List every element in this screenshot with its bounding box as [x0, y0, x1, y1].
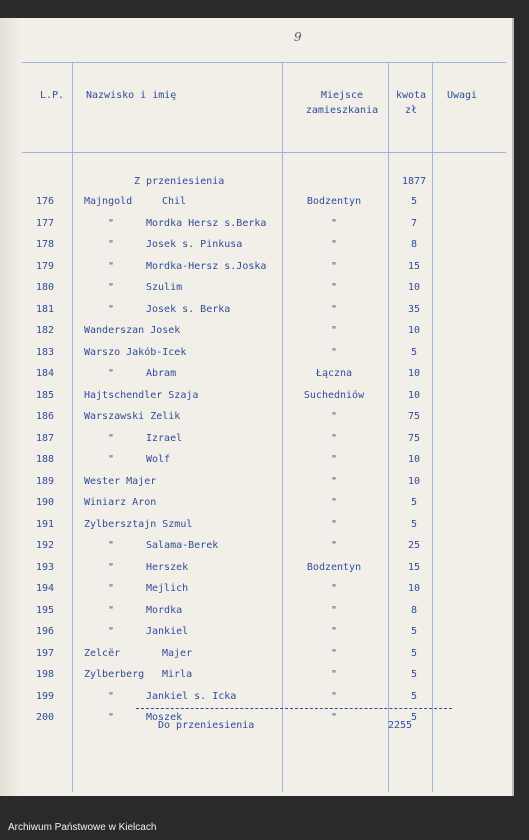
entry-amount: 10 [407, 475, 421, 487]
header-amount: kwota zł [395, 90, 427, 116]
entry-surname: " [108, 368, 115, 379]
entry-residence: " [330, 432, 338, 444]
entry-number: 197 [36, 647, 55, 659]
table-row [0, 347, 512, 365]
entry-amount: 15 [407, 561, 421, 573]
entry-residence: " [330, 260, 338, 272]
entry-residence: " [330, 475, 338, 487]
table-row [0, 562, 512, 580]
entry-given-name: Wolf [146, 454, 171, 465]
table-row [0, 390, 512, 408]
table-row [0, 304, 512, 322]
entry-amount: 7 [410, 217, 418, 229]
entry-number: 180 [36, 282, 55, 293]
entry-number: 188 [36, 454, 55, 465]
entry-amount: 10 [407, 389, 421, 401]
entry-number: 196 [36, 626, 55, 637]
entry-residence: " [330, 518, 338, 530]
entry-number: 189 [36, 475, 55, 487]
entry-surname: Winiarz Aron [84, 497, 157, 508]
document-page [0, 18, 512, 796]
entry-given-name: Majer [162, 647, 193, 659]
entry-surname: " [108, 239, 115, 250]
entry-residence: " [330, 217, 338, 229]
entry-residence: Suchedniów [303, 389, 365, 401]
carried-forward-amount: 1877 [401, 176, 427, 187]
table-row [0, 433, 512, 451]
entry-amount: 5 [410, 647, 418, 659]
entry-number: 187 [36, 432, 55, 444]
entry-number: 181 [36, 303, 55, 315]
entry-surname: " [108, 712, 115, 723]
table-row [0, 282, 512, 300]
entry-number: 185 [36, 389, 55, 401]
entry-number: 194 [36, 583, 55, 594]
entry-number: 198 [36, 669, 55, 680]
total-separator [136, 708, 452, 709]
entry-amount: 10 [407, 368, 421, 379]
entry-number: 193 [36, 561, 55, 573]
entry-given-name: Izrael [146, 432, 183, 444]
header-remarks: Uwagi [446, 90, 478, 101]
entry-surname: " [108, 282, 115, 293]
table-row [0, 411, 512, 429]
entry-amount: 5 [410, 712, 418, 723]
table-row [0, 712, 512, 730]
entry-amount: 5 [410, 196, 418, 207]
entry-residence: " [330, 454, 338, 465]
table-row [0, 218, 512, 236]
table-header-rule [22, 152, 506, 153]
entry-residence: " [330, 239, 338, 250]
entry-residence: " [330, 346, 338, 358]
entry-amount: 10 [407, 583, 421, 594]
entry-amount: 8 [410, 239, 418, 250]
entry-amount: 5 [410, 669, 418, 680]
entry-number: 183 [36, 346, 55, 358]
entry-surname: Hajtschendler Szaja [84, 389, 199, 401]
table-row [0, 325, 512, 343]
entry-surname: " [108, 303, 115, 315]
table-row [0, 583, 512, 601]
entry-given-name: Mordka Hersz s.Berka [146, 217, 267, 229]
entry-amount: 75 [407, 432, 421, 444]
entry-given-name: Mejlich [146, 583, 189, 594]
entry-amount: 10 [407, 282, 421, 293]
entry-surname: " [108, 454, 115, 465]
header-name: Nazwisko i imię [86, 90, 177, 101]
entry-given-name: Herszek [146, 561, 189, 573]
entry-residence: Łączna [315, 368, 353, 379]
table-row [0, 476, 512, 494]
entry-number: 176 [36, 196, 55, 207]
entry-residence: " [330, 690, 338, 702]
entry-number: 191 [36, 518, 55, 530]
entry-given-name: Salama-Berek [146, 540, 219, 551]
entry-given-name: Abram [146, 368, 177, 379]
table-row [0, 605, 512, 623]
carry-over-amount: 2255 [388, 720, 413, 731]
entry-number: 182 [36, 325, 55, 336]
entry-surname: " [108, 690, 115, 702]
entry-residence: " [330, 604, 338, 616]
entry-surname: Zylberberg [84, 669, 145, 680]
entry-given-name: Szulim [146, 282, 183, 293]
page-number: 9 [294, 30, 302, 44]
entry-number: 195 [36, 604, 55, 616]
entry-residence: " [330, 497, 338, 508]
entry-surname: " [108, 626, 115, 637]
entry-residence: Bodzentyn [306, 561, 362, 573]
table-row [0, 368, 512, 386]
entry-number: 177 [36, 217, 55, 229]
entry-amount: 5 [410, 518, 418, 530]
entry-surname: Zelcër [84, 647, 121, 659]
entry-amount: 25 [407, 540, 421, 551]
entry-given-name: Jankiel [146, 626, 189, 637]
entry-surname: Warszawski Zelik [84, 411, 181, 422]
entry-number: 199 [36, 690, 55, 702]
entry-surname: " [108, 432, 115, 444]
entry-given-name: Josek s. Pinkusa [146, 239, 243, 250]
archive-label: Archiwum Państwowe w Kielcach [8, 822, 157, 833]
header-lp: L.P. [39, 90, 65, 101]
table-row [0, 239, 512, 257]
entry-given-name: Mordka [146, 604, 183, 616]
entry-given-name: Mordka-Hersz s.Joska [146, 260, 267, 272]
entry-residence: " [330, 325, 338, 336]
entry-surname: " [108, 217, 115, 229]
entry-number: 190 [36, 497, 55, 508]
entry-surname: Majngold [84, 196, 133, 207]
carried-forward-label: Z przeniesienia [134, 176, 225, 187]
entry-amount: 8 [410, 604, 418, 616]
entry-amount: 5 [410, 690, 418, 702]
entry-amount: 5 [410, 497, 418, 508]
entry-surname: " [108, 583, 115, 594]
entry-given-name: Chil [162, 196, 187, 207]
entry-residence: Bodzentyn [306, 196, 362, 207]
entry-residence: " [330, 647, 338, 659]
entry-surname: Warszo Jakób-Icek [84, 346, 187, 358]
entry-surname: " [108, 260, 115, 272]
entry-number: 192 [36, 540, 55, 551]
entry-amount: 10 [407, 454, 421, 465]
entry-residence: " [330, 540, 338, 551]
entry-number: 179 [36, 260, 55, 272]
table-row [0, 626, 512, 644]
entry-surname: Wanderszan Josek [84, 325, 181, 336]
entry-number: 178 [36, 239, 55, 250]
entry-amount: 15 [407, 260, 421, 272]
entry-amount: 35 [407, 303, 421, 315]
entry-number: 184 [36, 368, 55, 379]
entry-amount: 10 [407, 325, 421, 336]
table-row [0, 261, 512, 279]
entry-residence: " [330, 411, 338, 422]
header-residence: Miejsce zamieszkania [305, 90, 379, 116]
entry-given-name: Mirla [162, 669, 193, 680]
table-row [0, 497, 512, 515]
entry-surname: " [108, 604, 115, 616]
entry-residence: " [330, 669, 338, 680]
entry-amount: 75 [407, 411, 421, 422]
table-row [0, 519, 512, 537]
entry-amount: 5 [410, 346, 418, 358]
entry-residence: " [330, 712, 338, 723]
entry-amount: 5 [410, 626, 418, 637]
table-row [0, 540, 512, 558]
entry-surname: Wester Majer [84, 475, 157, 487]
table-row [0, 669, 512, 687]
entry-residence: " [330, 282, 338, 293]
table-row [0, 648, 512, 666]
table-row [0, 454, 512, 472]
archive-footer [0, 796, 529, 840]
table-row [0, 196, 512, 214]
entry-number: 200 [36, 712, 55, 723]
entry-residence: " [330, 303, 338, 315]
table-top-rule [22, 62, 506, 63]
entry-surname: " [108, 540, 115, 551]
carry-over-label: Do przeniesienia [158, 720, 255, 731]
table-row [0, 691, 512, 709]
entry-number: 186 [36, 411, 55, 422]
entry-surname: " [108, 561, 115, 573]
entry-residence: " [330, 626, 338, 637]
entry-given-name: Josek s. Berka [146, 303, 231, 315]
entry-residence: " [330, 583, 338, 594]
entry-surname: Zylbersztajn Szmul [84, 518, 193, 530]
entry-given-name: Jankiel s. Icka [146, 690, 237, 702]
entry-given-name: Moszek [146, 712, 183, 723]
